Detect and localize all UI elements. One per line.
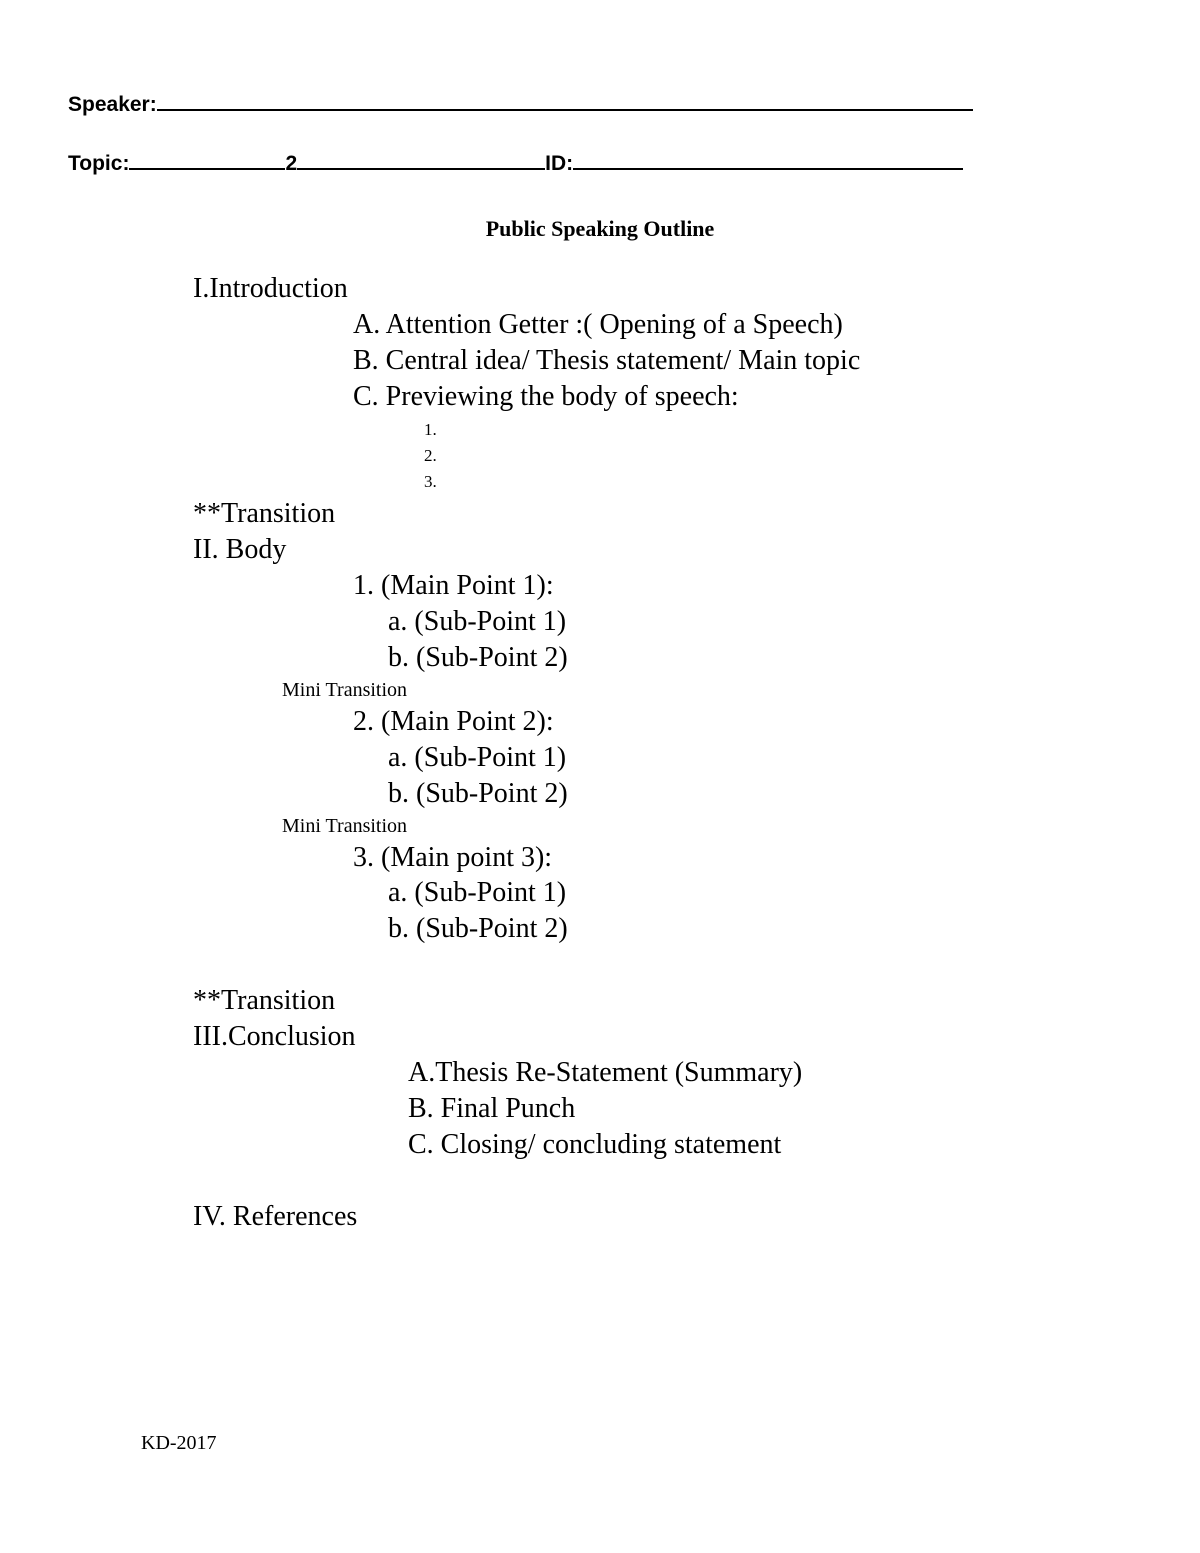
main-point-3-sub-b: b. (Sub-Point 2) bbox=[388, 913, 568, 944]
topic-value: 2 bbox=[285, 152, 298, 175]
footer-code: KD-2017 bbox=[141, 1432, 217, 1454]
mini-transition-1: Mini Transition bbox=[282, 679, 408, 701]
id-blank[interactable] bbox=[573, 148, 963, 170]
main-point-1: 1. (Main Point 1): bbox=[353, 570, 554, 601]
id-label: ID: bbox=[545, 152, 574, 175]
main-point-2-sub-b: b. (Sub-Point 2) bbox=[388, 778, 568, 809]
intro-item-c: C. Previewing the body of speech: bbox=[353, 381, 739, 412]
speaker-label: Speaker: bbox=[68, 93, 157, 116]
topic-blank-2[interactable] bbox=[297, 148, 545, 170]
main-point-3-sub-a: a. (Sub-Point 1) bbox=[388, 877, 567, 908]
main-point-2: 2. (Main Point 2): bbox=[353, 706, 554, 737]
page-title: Public Speaking Outline bbox=[485, 216, 715, 241]
conclusion-item-a: A.Thesis Re-Statement (Summary) bbox=[408, 1057, 803, 1088]
conclusion-item-c: C. Closing/ concluding statement bbox=[408, 1129, 782, 1160]
preview-number-1: 1. bbox=[424, 420, 437, 439]
conclusion-item-b: B. Final Punch bbox=[408, 1093, 576, 1124]
main-point-3: 3. (Main point 3): bbox=[353, 842, 553, 873]
transition-2: **Transition bbox=[193, 985, 336, 1016]
topic-label: Topic: bbox=[68, 152, 130, 175]
references-heading: IV. References bbox=[193, 1201, 358, 1232]
main-point-1-sub-b: b. (Sub-Point 2) bbox=[388, 642, 568, 673]
body-heading: II. Body bbox=[193, 534, 287, 565]
intro-item-b: B. Central idea/ Thesis statement/ Main topic bbox=[353, 345, 861, 376]
speaker-line bbox=[68, 89, 973, 117]
mini-transition-2: Mini Transition bbox=[282, 815, 408, 837]
transition-1: **Transition bbox=[193, 498, 336, 529]
conclusion-heading: III.Conclusion bbox=[193, 1021, 356, 1052]
introduction-heading: I.Introduction bbox=[193, 273, 348, 304]
preview-number-3: 3. bbox=[424, 472, 437, 491]
speaker-blank[interactable] bbox=[157, 89, 973, 111]
main-point-2-sub-a: a. (Sub-Point 1) bbox=[388, 742, 567, 773]
main-point-1-sub-a: a. (Sub-Point 1) bbox=[388, 606, 567, 637]
topic-line bbox=[68, 148, 963, 176]
topic-blank-1[interactable] bbox=[129, 148, 285, 170]
intro-item-a: A. Attention Getter :( Opening of a Speech) bbox=[353, 309, 843, 340]
preview-number-2: 2. bbox=[424, 446, 437, 465]
